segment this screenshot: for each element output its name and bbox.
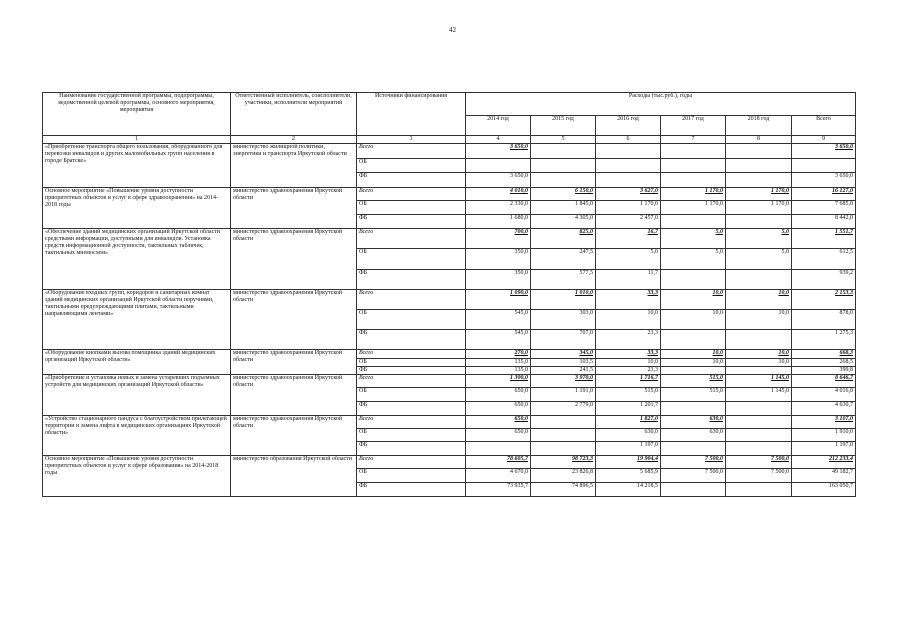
- column-number: 6: [596, 136, 661, 144]
- value-cell: [726, 442, 792, 456]
- value-total: 212 233,4: [792, 456, 856, 469]
- table-row: [43, 375, 856, 388]
- funding-source: Всего: [357, 350, 466, 359]
- value-cell: 1 145,0: [726, 388, 792, 402]
- value-total: 7 685,0: [792, 201, 856, 215]
- column-number: 9: [792, 136, 856, 144]
- executor: министерство здравоохранения Иркутской области: [231, 416, 357, 456]
- value-cell: 515,0: [596, 388, 661, 402]
- value-cell: [726, 144, 792, 159]
- funding-source: Всего: [357, 375, 466, 388]
- value-cell: [726, 173, 792, 188]
- value-cell: 545,0: [466, 310, 531, 330]
- table-row: [43, 456, 856, 469]
- value-cell: 1 680,0: [466, 215, 531, 229]
- value-cell: [596, 159, 661, 173]
- funding-source: ФБ: [357, 270, 466, 290]
- value-cell: 6 150,0: [531, 188, 596, 201]
- value-cell: [661, 215, 726, 229]
- header-name: Наименование государственной программы, подпрограммы, ведомственной целевой программы, основного мероприятия, мероприятия: [43, 93, 231, 136]
- value-cell: 3 650,0: [466, 144, 531, 159]
- value-cell: 650,0: [466, 388, 531, 402]
- value-total: 16 127,0: [792, 188, 856, 201]
- value-cell: 2 779,0: [531, 402, 596, 416]
- value-cell: 3 650,0: [466, 173, 531, 188]
- funding-source: Всего: [357, 456, 466, 469]
- value-total: 8 646,7: [792, 375, 856, 388]
- value-cell: [726, 429, 792, 442]
- funding-source: Всего: [357, 188, 466, 201]
- funding-source: ОБ: [357, 249, 466, 270]
- value-cell: [726, 483, 792, 497]
- value-cell: 19 904,4: [596, 456, 661, 469]
- page-number: 42: [449, 26, 456, 34]
- value-cell: 650,0: [466, 416, 531, 429]
- value-cell: 5 685,9: [596, 469, 661, 483]
- value-cell: 650,0: [466, 429, 531, 442]
- value-cell: 1 716,7: [596, 375, 661, 388]
- value-total: 1 275,3: [792, 330, 856, 350]
- funding-source: ОБ: [357, 359, 466, 367]
- activity-name: «Оборудование входных групп, коридоров и санитарных комнат зданий медицинских организаций Иркутской области поручнями, тактильными предупреждающими плитами, тактильными направляющими лентами»: [43, 290, 231, 350]
- value-cell: 4 670,0: [466, 469, 531, 483]
- funding-source: ФБ: [357, 367, 466, 375]
- table-row: [43, 350, 856, 359]
- funding-source: ОБ: [357, 469, 466, 483]
- value-cell: 5,0: [661, 249, 726, 270]
- value-cell: 5,0: [596, 249, 661, 270]
- value-cell: [726, 367, 792, 375]
- funding-source: ОБ: [357, 429, 466, 442]
- table-body: [43, 144, 856, 497]
- activity-name: Основное мероприятие «Повышение уровня доступности приоритетных объектов и услуг в сфере образования» на 2014-2018 годы: [43, 456, 231, 497]
- value-cell: [661, 270, 726, 290]
- value-cell: [661, 144, 726, 159]
- value-cell: [661, 159, 726, 173]
- value-cell: 3 970,0: [531, 375, 596, 388]
- value-cell: 10,0: [661, 290, 726, 310]
- value-cell: 1 090,0: [466, 290, 531, 310]
- value-cell: [726, 416, 792, 429]
- value-cell: 2 330,0: [466, 201, 531, 215]
- value-cell: 545,0: [466, 330, 531, 350]
- value-cell: 10,0: [661, 310, 726, 330]
- value-total: 3 107,0: [792, 416, 856, 429]
- value-total: 1 197,0: [792, 442, 856, 456]
- funding-source: Всего: [357, 144, 466, 159]
- value-cell: 10,0: [726, 350, 792, 359]
- value-cell: 350,0: [466, 249, 531, 270]
- value-cell: [661, 330, 726, 350]
- value-cell: 707,0: [531, 330, 596, 350]
- table-row: [43, 290, 856, 310]
- value-cell: 135,0: [466, 367, 531, 375]
- column-number-row: [43, 136, 856, 144]
- value-cell: 135,0: [466, 359, 531, 367]
- value-cell: [531, 442, 596, 456]
- value-cell: [531, 429, 596, 442]
- table-row: [43, 188, 856, 201]
- header-executor: Ответственный исполнитель, соисполнители, участники, исполнители мероприятий: [231, 93, 357, 136]
- value-total: 49 182,7: [792, 469, 856, 483]
- value-cell: [726, 215, 792, 229]
- value-total: 399,8: [792, 367, 856, 375]
- value-cell: [531, 173, 596, 188]
- activity-name: «Приобретение транспорта общего пользования, оборудованного для перевозки инвалидов и других маломобильных групп населения в городе Братске»: [43, 144, 231, 188]
- value-cell: 1 170,0: [726, 188, 792, 201]
- value-cell: 10,0: [596, 310, 661, 330]
- value-total: 612,5: [792, 249, 856, 270]
- value-cell: 1 827,0: [596, 416, 661, 429]
- value-cell: 577,5: [531, 270, 596, 290]
- value-cell: 630,0: [596, 429, 661, 442]
- activity-name: «Приобретение и установка новых и замена устаревших подъемных устройств для медицинских организаций Иркутской области»: [43, 375, 231, 416]
- value-cell: 7 500,0: [726, 456, 792, 469]
- value-cell: [661, 442, 726, 456]
- value-total: 2 153,3: [792, 290, 856, 310]
- value-cell: 1 170,0: [596, 201, 661, 215]
- value-cell: [661, 367, 726, 375]
- value-cell: [661, 173, 726, 188]
- value-cell: 1 170,0: [661, 201, 726, 215]
- funding-source: ФБ: [357, 173, 466, 188]
- value-cell: [531, 159, 596, 173]
- value-cell: 303,0: [531, 310, 596, 330]
- executor: министерство здравоохранения Иркутской области: [231, 290, 357, 350]
- value-cell: 345,0: [531, 350, 596, 359]
- activity-name: Основное мероприятие «Повышение уровня доступности приоритетных объектов и услуг в сфере здравоохранения» на 2014-2018 годы: [43, 188, 231, 229]
- expenses-table: [42, 92, 856, 497]
- activity-name: «Обеспечение зданий медицинских организаций Иркутской области средствами информации, доступными для инвалидов. Установка средств информационной доступности, тактильных табличек, тактильных мнемосхем»: [43, 229, 231, 290]
- funding-source: ФБ: [357, 215, 466, 229]
- value-cell: [726, 402, 792, 416]
- header-year: 2017 год: [661, 116, 726, 136]
- value-total: 8 442,0: [792, 215, 856, 229]
- executor: министерство здравоохранения Иркутской области: [231, 350, 357, 375]
- value-cell: 10,0: [726, 290, 792, 310]
- executor: министерство здравоохранения Иркутской области: [231, 188, 357, 229]
- funding-source: ОБ: [357, 159, 466, 173]
- funding-source: ФБ: [357, 330, 466, 350]
- value-cell: 1 845,0: [531, 201, 596, 215]
- value-cell: 74 896,5: [531, 483, 596, 497]
- column-number: 2: [231, 136, 357, 144]
- value-cell: 1 197,0: [596, 442, 661, 456]
- column-number: 7: [661, 136, 726, 144]
- value-total: 1 910,0: [792, 429, 856, 442]
- column-number: 4: [466, 136, 531, 144]
- value-total: 4 630,7: [792, 402, 856, 416]
- value-total: 939,2: [792, 270, 856, 290]
- value-cell: 3 627,0: [596, 188, 661, 201]
- value-cell: 630,0: [661, 429, 726, 442]
- activity-name: «Устройство стационарного пандуса с благоустройством прилегающей территории и замена лифта в медицинских организациях Иркутской области»: [43, 416, 231, 456]
- value-cell: 1 145,0: [726, 375, 792, 388]
- value-cell: 10,0: [661, 359, 726, 367]
- value-total: 3 650,0: [792, 173, 856, 188]
- header-year: 2014 год: [466, 116, 531, 136]
- value-total: 878,0: [792, 310, 856, 330]
- value-cell: [661, 483, 726, 497]
- value-cell: 5,0: [726, 249, 792, 270]
- value-cell: 1 201,7: [596, 402, 661, 416]
- value-cell: [531, 144, 596, 159]
- value-cell: 98 723,3: [531, 456, 596, 469]
- value-cell: 103,5: [531, 359, 596, 367]
- value-cell: 515,0: [661, 388, 726, 402]
- header-source: Источники финансирования: [357, 93, 466, 136]
- header-expenses: Расходы (тыс.руб.), годы: [466, 93, 856, 116]
- value-cell: 7 500,0: [726, 469, 792, 483]
- column-number: 1: [43, 136, 231, 144]
- value-cell: 10,0: [661, 350, 726, 359]
- column-number: 5: [531, 136, 596, 144]
- value-cell: 4 010,0: [466, 188, 531, 201]
- value-cell: 270,0: [466, 350, 531, 359]
- value-cell: 5,0: [726, 229, 792, 249]
- funding-source: Всего: [357, 416, 466, 429]
- value-cell: 33,3: [596, 290, 661, 310]
- value-cell: 241,5: [531, 367, 596, 375]
- value-total: 1 551,7: [792, 229, 856, 249]
- value-total: 3 650,0: [792, 144, 856, 159]
- executor: министерство образования Иркутской области: [231, 456, 357, 497]
- value-cell: [466, 159, 531, 173]
- value-cell: 650,0: [466, 402, 531, 416]
- value-cell: 7 500,0: [661, 456, 726, 469]
- value-total: 4 016,0: [792, 388, 856, 402]
- executor: министерство здравоохранения Иркутской области: [231, 229, 357, 290]
- value-cell: 1 300,0: [466, 375, 531, 388]
- value-cell: [596, 144, 661, 159]
- funding-source: ОБ: [357, 310, 466, 330]
- value-cell: 78 605,7: [466, 456, 531, 469]
- funding-source: ОБ: [357, 201, 466, 215]
- value-cell: 247,5: [531, 249, 596, 270]
- header-total: Всего: [792, 116, 856, 136]
- value-cell: 73 935,7: [466, 483, 531, 497]
- value-cell: 1 170,0: [661, 188, 726, 201]
- value-cell: 23 826,8: [531, 469, 596, 483]
- funding-source: Всего: [357, 229, 466, 249]
- value-cell: 350,0: [466, 270, 531, 290]
- column-number: 8: [726, 136, 792, 144]
- value-cell: 2 457,0: [596, 215, 661, 229]
- value-cell: 1 010,0: [531, 290, 596, 310]
- value-cell: [531, 416, 596, 429]
- value-total: 268,5: [792, 359, 856, 367]
- value-cell: 11,7: [596, 270, 661, 290]
- value-cell: 23,3: [596, 330, 661, 350]
- value-cell: [726, 159, 792, 173]
- header-year: 2016 год: [596, 116, 661, 136]
- value-cell: 825,0: [531, 229, 596, 249]
- funding-source: ОБ: [357, 388, 466, 402]
- value-cell: [466, 442, 531, 456]
- value-cell: [726, 330, 792, 350]
- value-cell: 1 170,0: [726, 201, 792, 215]
- value-cell: [661, 402, 726, 416]
- value-cell: 10,0: [726, 310, 792, 330]
- activity-name: «Оборудование кнопками вызова помощника зданий медицинских организаций Иркутской области»: [43, 350, 231, 375]
- value-cell: 16,7: [596, 229, 661, 249]
- value-cell: 33,3: [596, 350, 661, 359]
- funding-source: ФБ: [357, 442, 466, 456]
- executor: министерство здравоохранения Иркутской области: [231, 375, 357, 416]
- value-cell: [596, 173, 661, 188]
- value-cell: 4 305,0: [531, 215, 596, 229]
- header-year: 2015 год: [531, 116, 596, 136]
- table-row: [43, 416, 856, 429]
- value-cell: 1 191,0: [531, 388, 596, 402]
- value-cell: 515,0: [661, 375, 726, 388]
- value-cell: 10,0: [596, 359, 661, 367]
- value-cell: 630,0: [661, 416, 726, 429]
- executor: министерство жилищной политики, энергетики и транспорта Иркутской области: [231, 144, 357, 188]
- funding-source: Всего: [357, 290, 466, 310]
- value-cell: 5,0: [661, 229, 726, 249]
- table-row: [43, 144, 856, 159]
- value-cell: 23,3: [596, 367, 661, 375]
- value-total: 668,3: [792, 350, 856, 359]
- header-year: 2018 год: [726, 116, 792, 136]
- value-cell: [726, 270, 792, 290]
- value-cell: 10,0: [726, 359, 792, 367]
- funding-source: ФБ: [357, 402, 466, 416]
- column-number: 3: [357, 136, 466, 144]
- value-total: 163 050,7: [792, 483, 856, 497]
- table-row: [43, 229, 856, 249]
- value-cell: 14 218,5: [596, 483, 661, 497]
- value-cell: 700,0: [466, 229, 531, 249]
- funding-source: ФБ: [357, 483, 466, 497]
- value-cell: 7 500,0: [661, 469, 726, 483]
- value-total: [792, 159, 856, 173]
